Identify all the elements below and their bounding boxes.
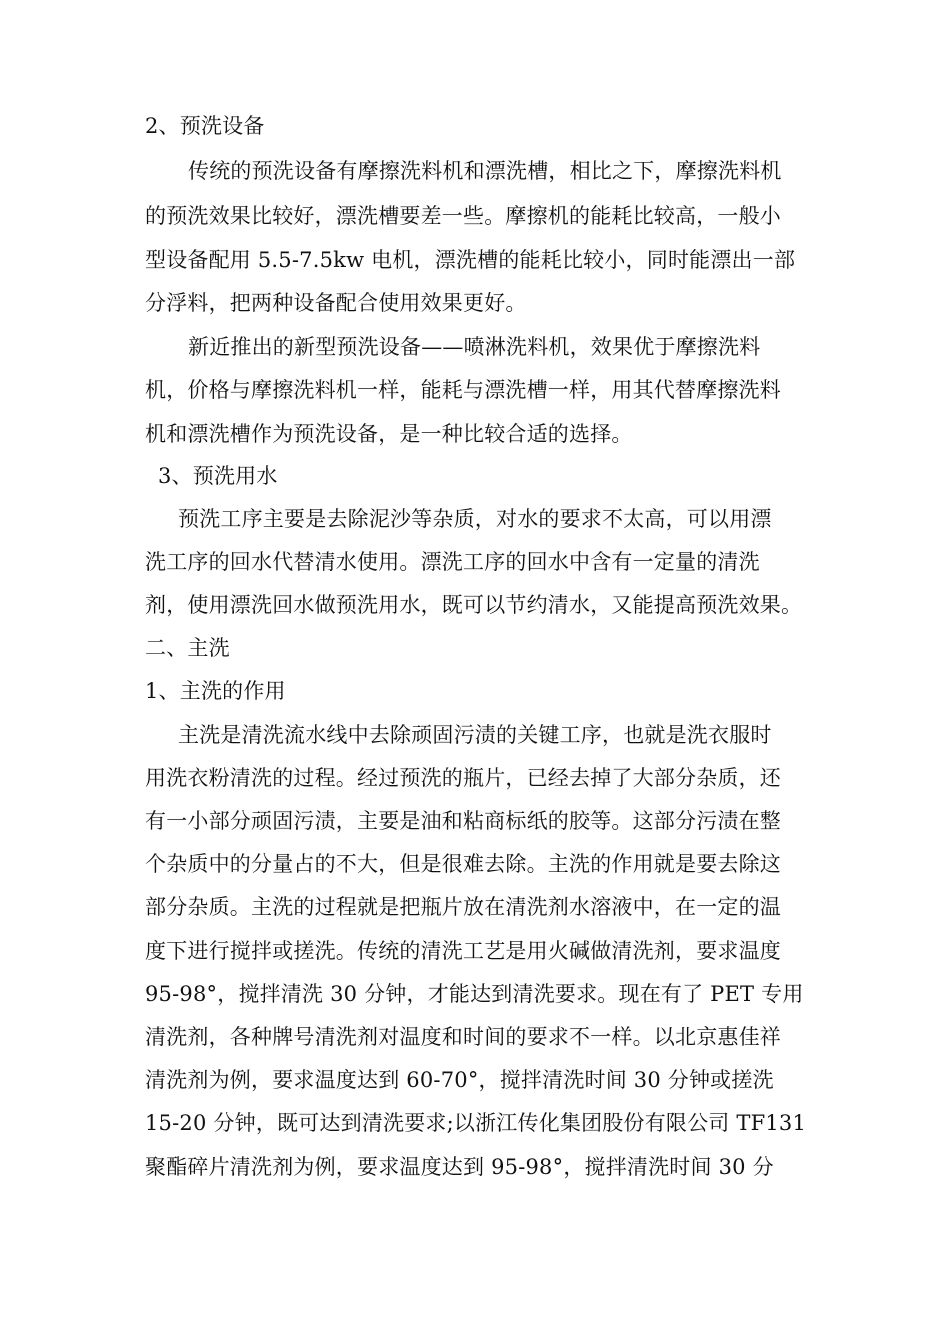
paragraph-line: 清洗剂为例，要求温度达到 60-70°，搅拌清洗时间 30 分钟或搓洗 xyxy=(145,1068,774,1092)
paragraph-line: 机和漂洗槽作为预洗设备，是一种比较合适的选择。 xyxy=(145,422,633,446)
paragraph-line: 聚酯碎片清洗剂为例，要求温度达到 95-98°，搅拌清洗时间 30 分 xyxy=(145,1155,774,1179)
paragraph-line: 型设备配用 5.5-7.5kw 电机，漂洗槽的能耗比较小，同时能漂出一部 xyxy=(145,248,796,272)
paragraph-line: 洗工序的回水代替清水使用。漂洗工序的回水中含有一定量的清洗 xyxy=(145,550,760,574)
paragraph-line: 机，价格与摩擦洗料机一样，能耗与漂洗槽一样，用其代替摩擦洗料 xyxy=(145,378,781,402)
paragraph-line: 部分杂质。主洗的过程就是把瓶片放在清洗剂水溶液中，在一定的温 xyxy=(145,895,781,919)
paragraph-line: 的预洗效果比较好，漂洗槽要差一些。摩擦机的能耗比较高，一般小 xyxy=(145,204,781,228)
paragraph-line: 个杂质中的分量占的不大，但是很难去除。主洗的作用就是要去除这 xyxy=(145,852,781,876)
paragraph-line: 传统的预洗设备有摩擦洗料机和漂洗槽，相比之下，摩擦洗料机 xyxy=(188,159,782,183)
section-heading: 2、预洗设备 xyxy=(145,114,265,138)
paragraph-line: 用洗衣粉清洗的过程。经过预洗的瓶片，已经去掉了大部分杂质，还 xyxy=(145,766,781,790)
paragraph-line: 95-98°，搅拌清洗 30 分钟，才能达到清洗要求。现在有了 PET 专用 xyxy=(145,982,804,1006)
paragraph-line: 度下进行搅拌或搓洗。传统的清洗工艺是用火碱做清洗剂，要求温度 xyxy=(145,939,781,963)
paragraph-line: 剂，使用漂洗回水做预洗用水，既可以节约清水，又能提高预洗效果。 xyxy=(145,593,803,617)
paragraph-line: 有一小部分顽固污渍，主要是油和粘商标纸的胶等。这部分污渍在整 xyxy=(145,809,781,833)
section-heading: 3、预洗用水 xyxy=(158,464,278,488)
paragraph-line: 主洗是清洗流水线中去除顽固污渍的关键工序，也就是洗衣服时 xyxy=(178,723,772,747)
chapter-heading: 二、主洗 xyxy=(145,636,230,660)
paragraph-line: 新近推出的新型预洗设备——喷淋洗料机，效果优于摩擦洗料 xyxy=(188,335,761,359)
paragraph-line: 分浮料，把两种设备配合使用效果更好。 xyxy=(145,291,527,315)
paragraph-line: 预洗工序主要是去除泥沙等杂质，对水的要求不太高，可以用漂 xyxy=(178,507,772,531)
paragraph-line: 15-20 分钟，既可达到清洗要求;以浙江传化集团股份有限公司 TF131 xyxy=(145,1111,807,1135)
section-heading: 1、主洗的作用 xyxy=(145,679,286,703)
paragraph-line: 清洗剂，各种牌号清洗剂对温度和时间的要求不一样。以北京惠佳祥 xyxy=(145,1025,781,1049)
